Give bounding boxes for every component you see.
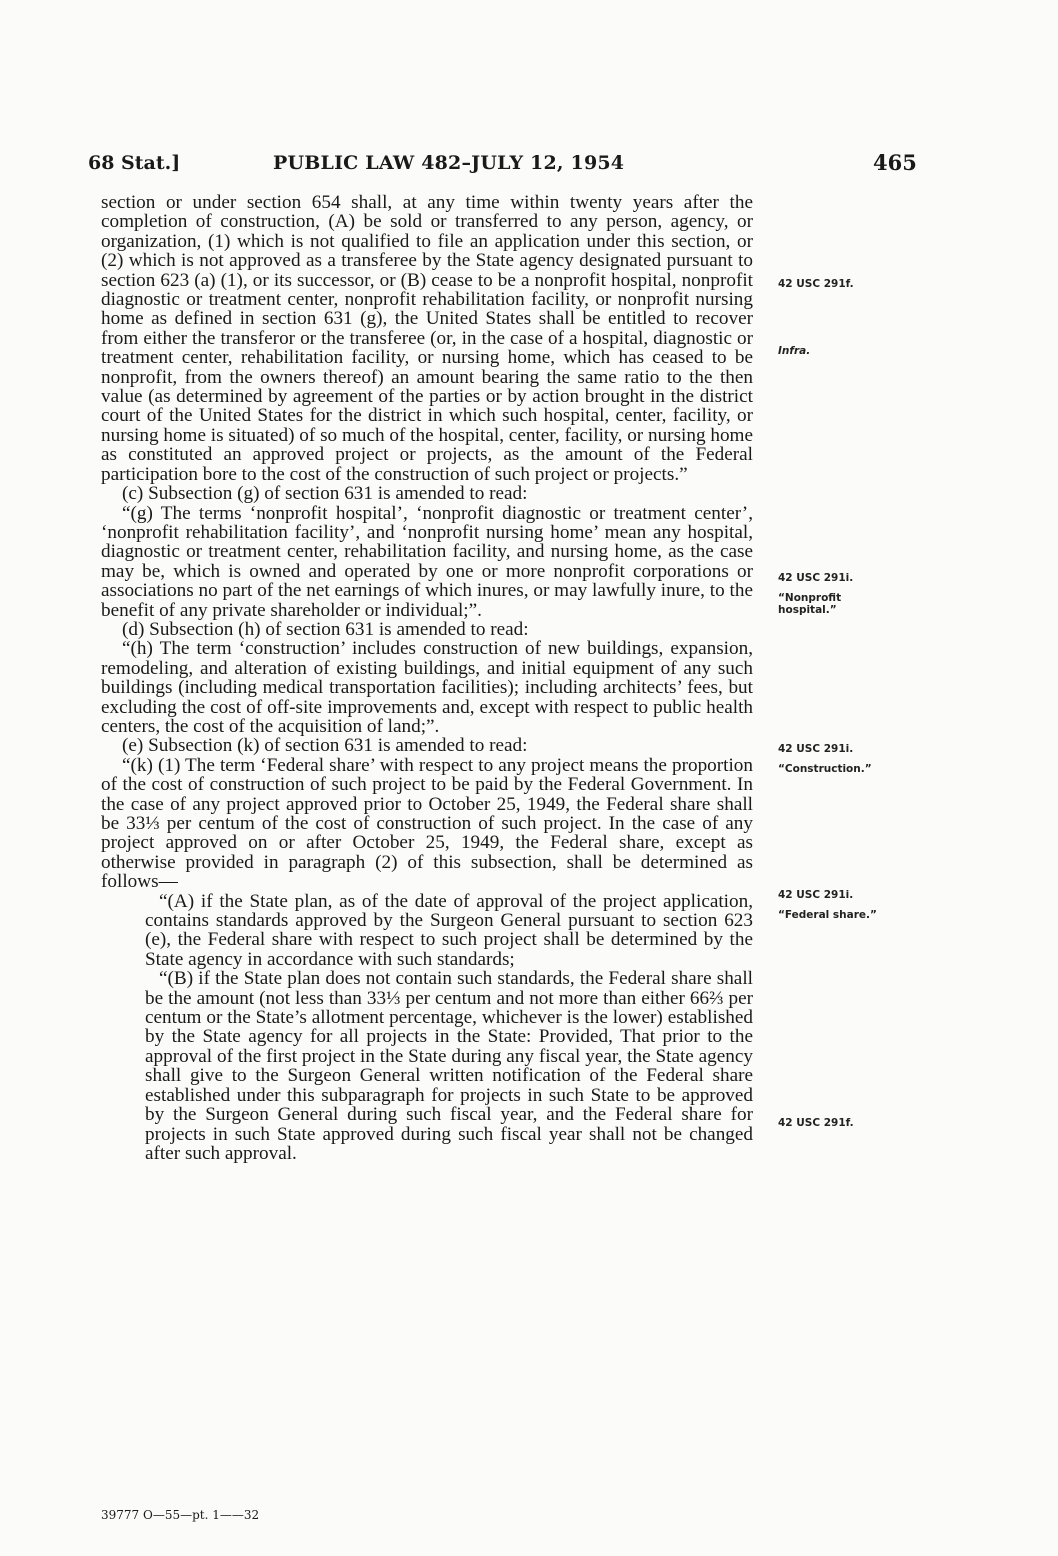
print-code-footer: 39777 O—55—pt. 1——32 [101, 1508, 260, 1522]
paragraph: (d) Subsection (h) of section 631 is amended to read: [122, 618, 529, 640]
margin-note: 42 USC 291i. [778, 572, 854, 584]
paragraph: “(A) if the State plan, as of the date of approval of the project application, contains standards approved by the Surgeon General pursuant to section 623 (e), the Federal share with respect to such project shall be determined by the State agency in accordance with such standards; [145, 890, 753, 970]
statute-volume: 68 Stat.] [88, 152, 181, 174]
margin-note: “Federal share.” [778, 909, 877, 921]
paragraph: “(B) if the State plan does not contain such standards, the Federal share shall be the amount (not less than 33⅓ per centum and not more than either 66⅔ per centum or the State’s allotment percentage, whichever is the lower) established by the State agency for all projects in the State: Provided, That prior to the approval of the first project in the State during any fiscal year, the State agency shall give to the Surgeon General written notification of the Federal share established under this subparagraph for projects in such State to be approved by the Surgeon General during such fiscal year, and the Federal share for projects in such State approved during such fiscal year shall not be changed after such approval. [145, 968, 753, 1164]
page-title: PUBLIC LAW 482–JULY 12, 1954 [273, 152, 625, 174]
paragraph: “(k) (1) The term ‘Federal share’ with respect to any project means the proportion of the cost of construction of such project to be paid by the Federal Government. In the case of any project approved prior to October 25, 1949, the Federal share shall be 33⅓ per centum of the cost of construction of such project. In the case of any project approved on or after October 25, 1949, the Federal share, except as otherwise provided in paragraph (2) of this subsection, shall be determined as follows— [101, 754, 753, 893]
paragraph: “(h) The term ‘construction’ includes construction of new buildings, expansion, remodeling, and alteration of existing buildings, and initial equipment of any such buildings (including medical transportation facilities); including architects’ fees, but excluding the cost of off-site improvements and, except with respect to public health centers, the cost of the acquisition of land;”. [101, 638, 753, 737]
page-number: 465 [873, 150, 917, 175]
paragraph: (e) Subsection (k) of section 631 is amended to read: [122, 735, 528, 757]
margin-note: Infra. [778, 345, 811, 357]
body-text [101, 193, 753, 1163]
margin-note: “Construction.” [778, 763, 872, 775]
paragraph: (c) Subsection (g) of section 631 is amended to read: [122, 483, 528, 505]
margin-note: “Nonprofit hospital.” [778, 592, 842, 616]
paragraph: “(g) The terms ‘nonprofit hospital’, ‘nonprofit diagnostic or treatment center’, ‘nonprofit rehabilitation facility’, and ‘nonprofit nursing home’ mean any hospital, diagnostic or treatment center, rehabilitation facility, and nursing home, as the case may be, which is owned and operated by one or more nonprofit corporations or associations no part of the net earnings of which inures, or may lawfully inure, to the benefit of any private shareholder or individual;”. [101, 502, 753, 621]
margin-note: 42 USC 291i. [778, 889, 854, 901]
margin-note: 42 USC 291i. [778, 743, 854, 755]
margin-note: 42 USC 291f. [778, 278, 854, 290]
paragraph: section or under section 654 shall, at any time within twenty years after the completion of construction, (A) be sold or transferred to any person, agency, or organization, (1) which is not qualified to file an application under this section, or (2) which is not approved as a transferee by the State agency designated pursuant to section 623 (a) (1), or its successor, or (B) cease to be a nonprofit hospital, nonprofit diagnostic or treatment center, nonprofit rehabilitation facility, or nonprofit nursing home as defined in section 631 (g), the United States shall be entitled to recover from either the transferor or the transferee (or, in the case of a hospital, diagnostic or treatment center, rehabilitation facility, or nursing home, which has ceased to be nonprofit, from the owners thereof) an amount bearing the same ratio to the then value (as determined by agreement of the parties or by action brought in the district court of the United States for the district in which such hospital, center, facility, or nursing home is situated) of so much of the hospital, center, facility, or nursing home as constituted an approved project or projects, as the amount of the Federal participation bore to the cost of the construction of such project or projects.” [101, 192, 753, 485]
margin-note: 42 USC 291f. [778, 1117, 854, 1129]
